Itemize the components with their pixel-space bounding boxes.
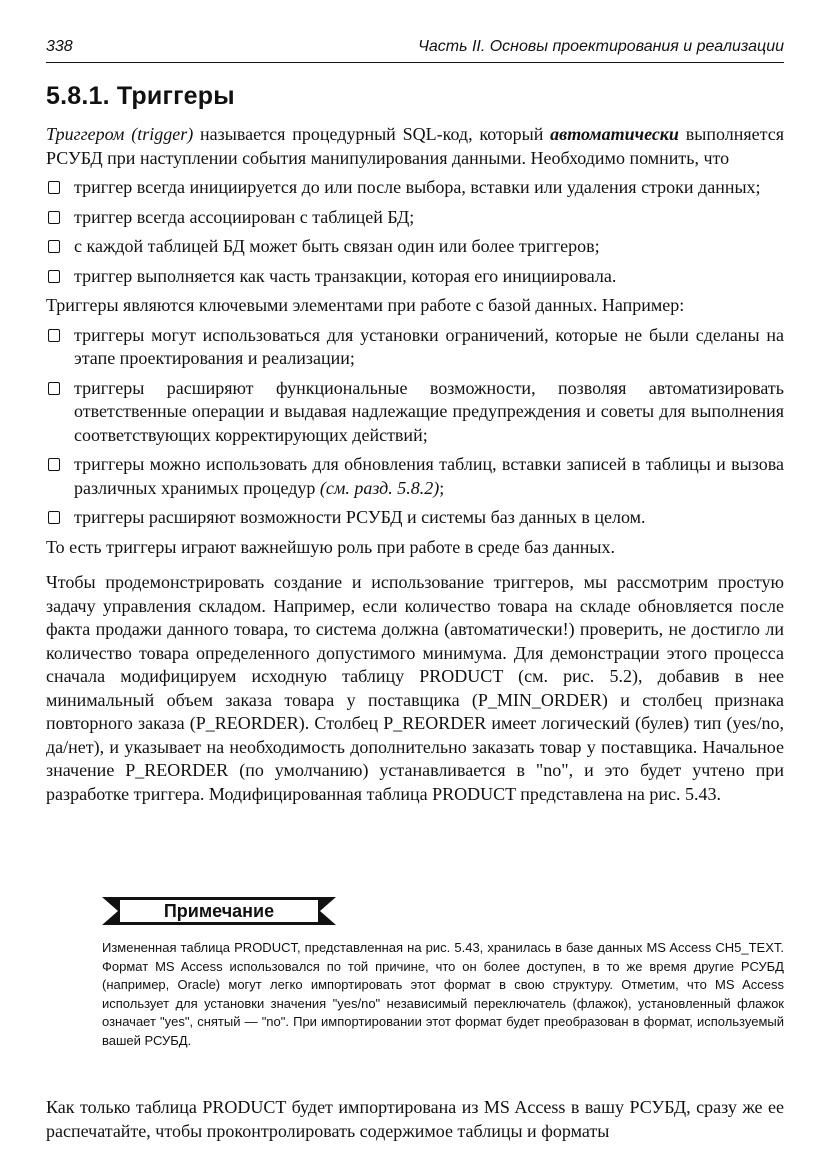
section-reference: (см. разд. 5.8.2): [319, 477, 440, 498]
intro-text-2: выполняется РСУБД при наступлении события манипулирования данными. Необходимо помнить, что: [46, 124, 784, 168]
note-arrow-right-icon: [320, 897, 336, 925]
list-item: [46, 453, 784, 500]
role-paragraph: То есть триггеры играют важнейшую роль при работе в среде баз данных.: [46, 536, 615, 557]
list-item: [46, 176, 784, 200]
list-item-text: триггеры можно использовать для обновления таблиц, вставки записей в таблицы и вызова различных хранимых процедур: [74, 454, 784, 498]
list-item: [46, 206, 784, 230]
note-arrow-left-icon: [102, 897, 118, 925]
list-item: [46, 265, 784, 289]
term: Триггером: [46, 124, 125, 144]
list-item-text: триггер выполняется как часть транзакции, которая его инициировала.: [74, 265, 617, 286]
checkbox-bullet-icon: [48, 382, 60, 395]
checkbox-bullet-icon: [48, 211, 60, 224]
checkbox-bullet-icon: [48, 458, 60, 471]
term-en: (trigger): [131, 124, 194, 144]
list-item-text: триггеры расширяют функциональные возможности, позволяя автоматизировать ответственные операции и выдавая надлежащие предупреждения и советы для выполнения соответствующих корректирующих действий;: [74, 377, 784, 445]
running-header: [46, 36, 784, 63]
list-item: [46, 506, 784, 530]
part-title: Часть II. Основы проектирования и реализации: [418, 38, 784, 55]
page-number: 338: [46, 38, 73, 55]
checkbox-bullet-icon: [48, 181, 60, 194]
note-box: [102, 897, 784, 1050]
list-item: [46, 324, 784, 371]
list-item-text: триггеры расширяют возможности РСУБД и системы баз данных в целом.: [74, 507, 646, 527]
emphasis: автоматически: [550, 124, 679, 144]
body-text: [46, 123, 784, 806]
demo-paragraph: Чтобы продемонстрировать создание и использование триггеров, мы рассмотрим простую задачу управления складом. Например, если количество товара на складе обновляется после факта продажи данного товара, то система должна (автоматически!) проверить, не достигло ли количество товара определенного допустимого минимума. Для демонстрации этого процесса сначала модифицируем исходную таблицу PRODUCT (см. рис. 5.2), добавив в нее минимальный объем заказа товара у поставщика (P_MIN_ORDER) и столбец признака повторного заказа (P_REORDER). Столбец P_REORDER имеет логический (булев) тип (yes/no, да/нет), и указывает на необходимость дополнительно заказать товар у поставщика. Начальное значение P_REORDER (по умолчанию) устанавливается в "no", и это будет учтено при разработке триггера. Модифицированная таблица PRODUCT представлена на рис. 5.43.: [46, 572, 784, 804]
checkbox-bullet-icon: [48, 511, 60, 524]
checkbox-bullet-icon: [48, 240, 60, 253]
list-item-end: ;: [439, 477, 445, 498]
list-item-text: триггер всегда ассоциирован с таблицей БД;: [74, 206, 415, 227]
list-item-text: с каждой таблицей БД может быть связан один или более триггеров;: [74, 236, 600, 256]
list-item: [46, 235, 784, 259]
note-text: Измененная таблица PRODUCT, представленная на рис. 5.43, хранилась в базе данных MS Access CH5_TEXT. Формат MS Access использовался по той причине, что он более доступен, в то же время другие РСУБД (например, Oracle) могут легко импортировать этот формат в свою структуру. Отметим, что MS Access использует для установки значения "yes/no" независимый переключатель (флажок), установленный флажок означает "yes", снятый — "no". При импортировании этот формат будет преобразован в формат, используемый вашей РСУБД.: [102, 940, 784, 1048]
key-elements-paragraph: Триггеры являются ключевыми элементами при работе с базой данных. Например:: [46, 295, 685, 315]
checkbox-bullet-icon: [48, 270, 60, 283]
list-item-text: триггеры могут использоваться для установки ограничений, которые не были сделаны на этапе проектирования и реализации;: [74, 324, 784, 368]
list-item-text: триггер всегда инициируется до или после выбора, вставки или удаления строки данных;: [74, 177, 761, 197]
intro-text-1: называется процедурный SQL-код, который: [193, 124, 551, 144]
checkbox-bullet-icon: [48, 329, 60, 342]
note-title-bar: [102, 897, 336, 925]
note-title: Примечание: [120, 900, 318, 922]
final-paragraph: Как только таблица PRODUCT будет импортирована из MS Access в вашу РСУБД, сразу же ее распечатайте, чтобы проконтролировать содержимое таблицы и форматы: [46, 1097, 784, 1141]
list-item: [46, 377, 784, 448]
section-title: 5.8.1. Триггеры: [46, 82, 235, 110]
intro-paragraph: [46, 123, 784, 170]
